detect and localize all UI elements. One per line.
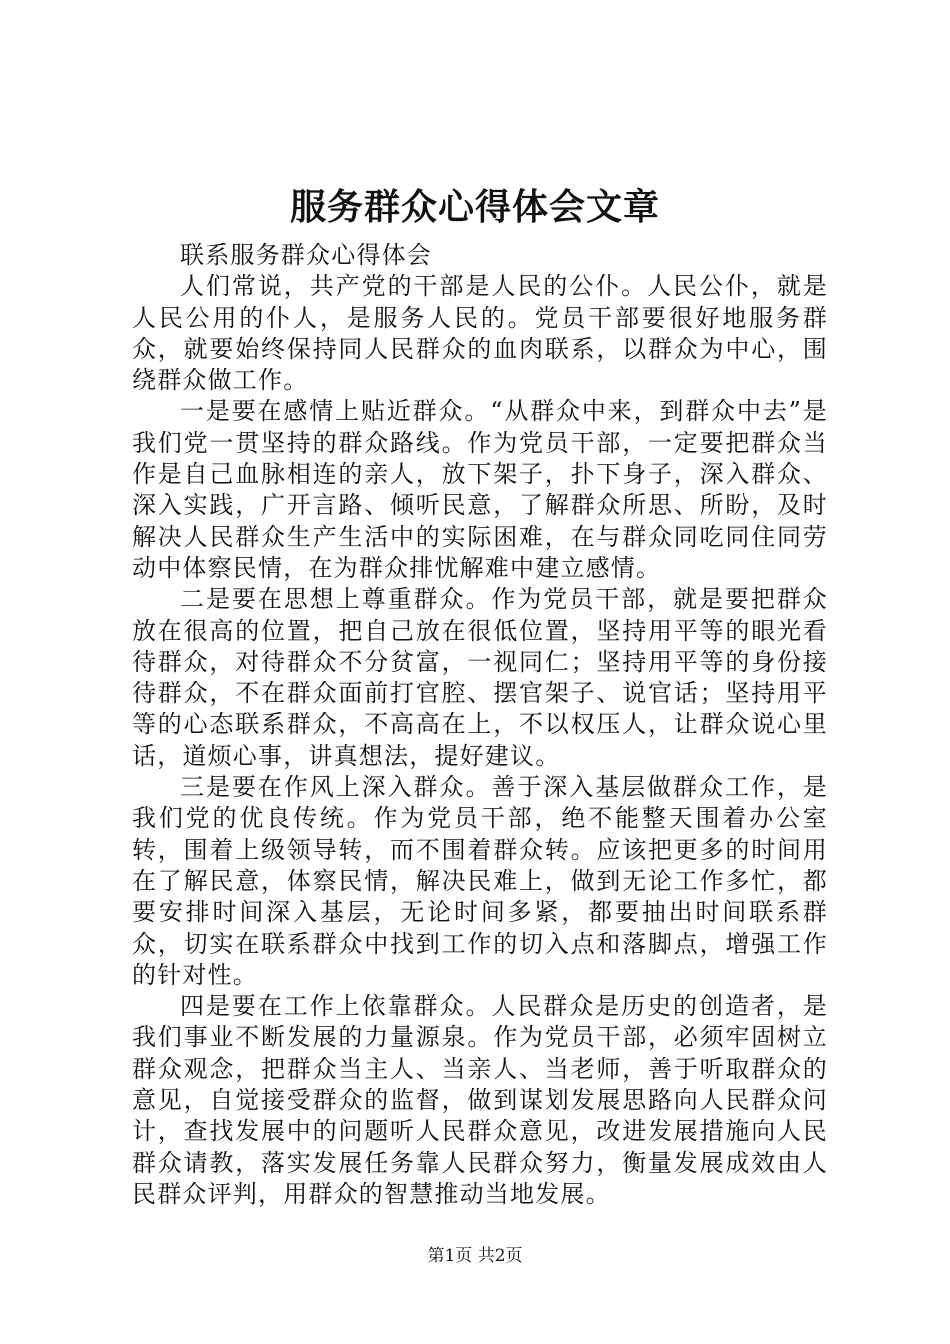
document-title: 服务群众心得体会文章 bbox=[289, 186, 660, 228]
point-three-paragraph: 三是要在作风上深入群众。善于深入基层做群众工作，是我们党的优良传统。作为党员干部，绝不能整天围着办公室转，围着上级领导转，而不围着群众转。应该把更多的时间用在了解民意，体察民情，解决民难上，做到无论工作多忙，都要安排时间深入基层，无论时间多紧，都要抽出时间联系群众，切实在联系群众中找到工作的切入点和落脚点，增强工作的针对性。 bbox=[132, 773, 828, 989]
point-four-paragraph: 四是要在工作上依靠群众。人民群众是历史的创造者，是我们事业不断发展的力量源泉。作为党员干部，必须牢固树立群众观念，把群众当主人、当亲人、当老师，善于听取群众的意见，自觉接受群众的监督，做到谋划发展思路向人民群众问计，查找发展中的问题听人民群众意见，改进发展措施向人民群众请教，落实发展任务靠人民群众努力，衡量发展成效由人民群众评判，用群众的智慧推动当地发展。 bbox=[132, 992, 828, 1208]
point-two-paragraph: 二是要在思想上尊重群众。作为党员干部，就是要把群众放在很高的位置，把自己放在很低位置，坚持用平等的眼光看待群众，对待群众不分贫富，一视同仁；坚持用平等的身份接待群众，不在群众面前打官腔、摆官架子、说官话；坚持用平等的心态联系群众，不高高在上，不以权压人，让群众说心里话，道烦心事，讲真想法，提好建议。 bbox=[132, 585, 828, 770]
subtitle-paragraph: 联系服务群众心得体会 bbox=[180, 241, 432, 269]
document-body bbox=[132, 240, 828, 1210]
page-number-footer: 第1页 共2页 bbox=[427, 1246, 523, 1266]
intro-paragraph: 人们常说，共产党的干部是人民的公仆。人民公仆，就是人民公用的仆人，是服务人民的。党员干部要很好地服务群众，就要始终保持同人民群众的血肉联系，以群众为中心，围绕群众做工作。 bbox=[132, 272, 828, 395]
point-one-paragraph: 一是要在感情上贴近群众。“从群众中来，到群众中去”是我们党一贯坚持的群众路线。作为党员干部，一定要把群众当作是自己血脉相连的亲人，放下架子，扑下身子，深入群众、深入实践，广开言路、倾听民意，了解群众所思、所盼，及时解决人民群众生产生活中的实际困难，在与群众同吃同住同劳动中体察民情，在为群众排忧解难中建立感情。 bbox=[132, 397, 828, 582]
